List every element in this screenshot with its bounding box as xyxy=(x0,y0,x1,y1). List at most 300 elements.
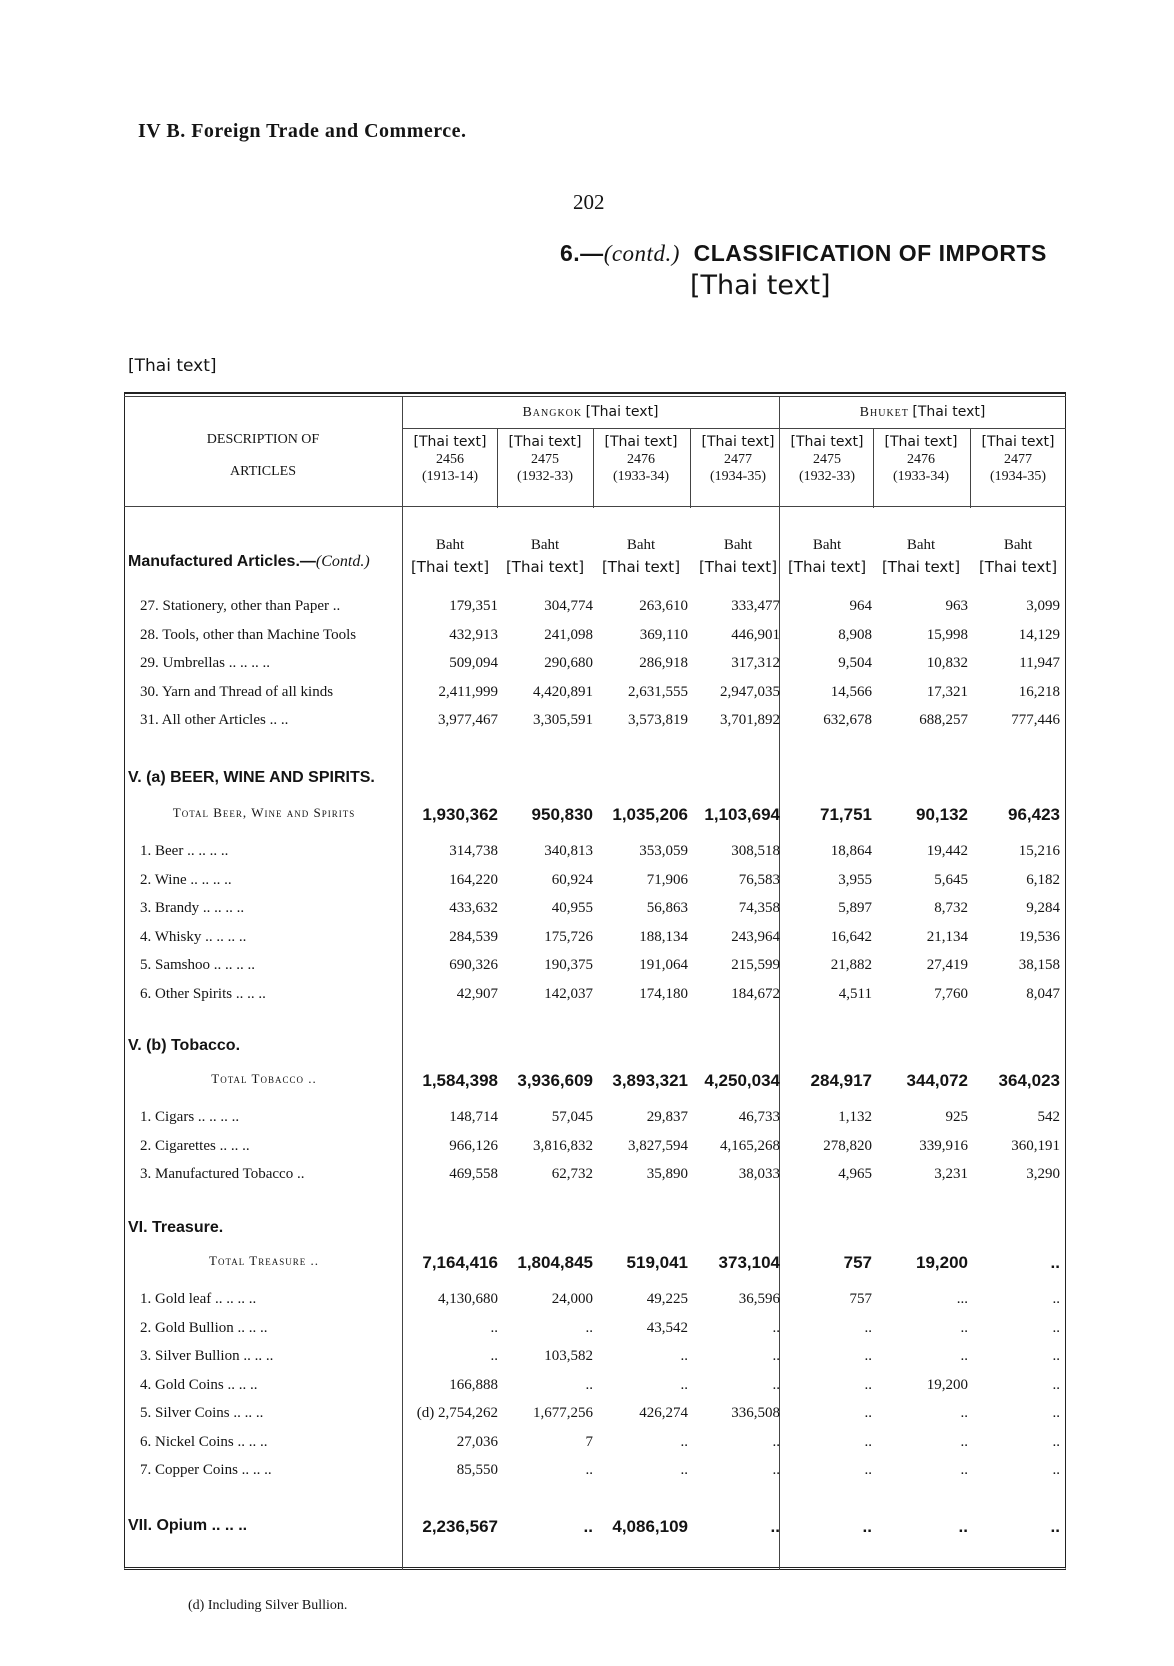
row-label: 5. Samshoo .. .. .. .. xyxy=(140,957,256,973)
year-prefix-thai: [Thai text] xyxy=(413,434,487,450)
cell-value: 243,964 xyxy=(731,928,780,945)
cell-value: 14,129 xyxy=(1018,626,1060,643)
caption-title: CLASSIFICATION OF IMPORTS xyxy=(693,240,1047,266)
row-label: 2. Cigarettes .. .. .. xyxy=(140,1137,250,1154)
manufactured-heading-text: Manufactured Articles.— xyxy=(128,553,316,570)
unit-label xyxy=(692,534,784,578)
cell-value: 184,672 xyxy=(731,985,780,1002)
column-rule xyxy=(593,428,594,508)
cell-value: 19,442 xyxy=(926,843,968,859)
column-header xyxy=(692,434,784,485)
caption-contd: (contd.) xyxy=(603,241,680,266)
cell-value: 4,965 xyxy=(838,1166,872,1182)
cell-value: 74,358 xyxy=(738,900,780,916)
row-label: 1. Beer .. .. .. .. xyxy=(140,843,229,859)
cell-value: 263,610 xyxy=(639,598,688,614)
cell-value: 76,583 xyxy=(738,871,780,888)
cell-value: 24,000 xyxy=(551,1291,593,1307)
table-row xyxy=(128,1405,1064,1429)
cell-value: .. xyxy=(772,1319,780,1336)
cell-value: 777,446 xyxy=(1011,712,1060,728)
table-caption xyxy=(560,240,1047,267)
unit-thai: [Thai text] xyxy=(505,558,585,576)
cell-value: .. xyxy=(1052,1291,1060,1307)
table-row xyxy=(128,900,1064,924)
cell-value: 60,924 xyxy=(551,871,593,888)
cell-value: .. xyxy=(1050,1517,1060,1536)
cell-value: 148,714 xyxy=(449,1109,498,1125)
year-ce: (1933-34) xyxy=(613,469,669,484)
cell-value: 333,477 xyxy=(731,598,780,614)
cell-value: 17,321 xyxy=(926,683,968,700)
cell-value: .. xyxy=(585,1319,593,1336)
cell-value: 7 xyxy=(585,1433,593,1450)
cell-value: 1,103,694 xyxy=(704,805,780,824)
row-label: 1. Cigars .. .. .. .. xyxy=(140,1109,240,1125)
cell-value: .. xyxy=(680,1376,688,1393)
table-row xyxy=(128,1109,1064,1133)
row-label: 2. Wine .. .. .. .. xyxy=(140,871,232,888)
cell-value: 688,257 xyxy=(919,712,968,728)
cell-value: 38,033 xyxy=(738,1166,780,1182)
cell-value: 27,419 xyxy=(926,957,968,973)
table-row xyxy=(128,1377,1064,1401)
cell-value: 373,104 xyxy=(718,1253,780,1272)
cell-value: 336,508 xyxy=(731,1405,780,1421)
total-row xyxy=(128,1071,1064,1095)
cell-value: .. xyxy=(1052,1405,1060,1421)
cell-value: 21,882 xyxy=(830,957,872,973)
cell-value: 3,816,832 xyxy=(533,1137,593,1154)
year-ce: (1932-33) xyxy=(799,469,855,484)
cell-value: 71,751 xyxy=(820,805,872,824)
cell-value: 1,584,398 xyxy=(422,1071,498,1090)
cell-value: 4,130,680 xyxy=(438,1291,498,1307)
unit-label xyxy=(972,534,1064,578)
header-rule-bottom xyxy=(124,506,1066,507)
unit-thai: [Thai text] xyxy=(698,558,778,576)
unit-en: Baht xyxy=(435,537,465,553)
cell-value: 62,732 xyxy=(551,1166,593,1182)
cell-value: 8,908 xyxy=(838,626,872,643)
cell-value: 16,642 xyxy=(830,928,872,945)
column-rule xyxy=(970,428,971,508)
cell-value: 966,126 xyxy=(449,1137,498,1154)
year-ce: (1934-35) xyxy=(990,469,1046,484)
description-header xyxy=(128,424,398,488)
cell-value: 15,216 xyxy=(1018,843,1060,859)
cell-value: 179,351 xyxy=(449,598,498,614)
table-row xyxy=(128,655,1064,679)
row-label: 3. Manufactured Tobacco .. xyxy=(140,1166,305,1182)
cell-value: .. xyxy=(770,1517,780,1536)
year-be: 2456 xyxy=(436,452,464,467)
year-ce: (1913-14) xyxy=(422,469,478,484)
cell-value: .. xyxy=(864,1433,872,1450)
cell-value: 3,936,609 xyxy=(517,1071,593,1090)
year-ce: (1933-34) xyxy=(893,469,949,484)
footnote: (d) Including Silver Bullion. xyxy=(188,1598,348,1613)
cell-value: 433,632 xyxy=(449,900,498,916)
cell-value: 8,047 xyxy=(1026,985,1060,1002)
table-row xyxy=(128,598,1064,622)
cell-value: 339,916 xyxy=(919,1137,968,1154)
year-prefix-thai: [Thai text] xyxy=(981,434,1055,450)
unit-en: Baht xyxy=(1003,537,1033,553)
description-header-line2: ARTICLES xyxy=(229,464,297,479)
cell-value: 190,375 xyxy=(544,957,593,973)
row-label: 30. Yarn and Thread of all kinds xyxy=(140,683,334,700)
tobacco-heading: V. (b) Tobacco. xyxy=(128,1037,241,1054)
cell-value: 519,041 xyxy=(626,1253,688,1272)
table-row xyxy=(128,929,1064,953)
cell-value: .. xyxy=(862,1517,872,1536)
cell-value: 369,110 xyxy=(639,626,688,643)
cell-value: .. xyxy=(772,1433,780,1450)
cell-value: 344,072 xyxy=(906,1071,968,1090)
unit-label xyxy=(499,534,591,578)
cell-value: 14,566 xyxy=(830,683,872,700)
section-heading: IV B. Foreign Trade and Commerce. xyxy=(138,120,467,142)
cell-value: 40,955 xyxy=(551,900,593,916)
cell-value: .. xyxy=(960,1405,968,1421)
total-row xyxy=(128,1253,1064,1277)
year-be: 2476 xyxy=(907,452,935,467)
unit-label xyxy=(595,534,687,578)
manufactured-heading xyxy=(128,553,370,571)
cell-value: 432,913 xyxy=(449,626,498,643)
column-rule xyxy=(690,428,691,508)
cell-value: 1,132 xyxy=(838,1109,872,1125)
cell-value: 3,231 xyxy=(934,1166,968,1182)
cell-value: 7,164,416 xyxy=(422,1253,498,1272)
total-row xyxy=(128,1517,1064,1541)
cell-value: 925 xyxy=(945,1109,968,1125)
cell-value: .. xyxy=(1052,1376,1060,1393)
cell-value: 19,200 xyxy=(916,1253,968,1272)
year-be: 2475 xyxy=(531,452,559,467)
cell-value: 542 xyxy=(1037,1109,1060,1125)
cell-value: 19,200 xyxy=(926,1376,968,1393)
row-label: VII. Opium .. .. .. xyxy=(128,1517,248,1534)
table-row xyxy=(128,957,1064,981)
cell-value: 314,738 xyxy=(449,843,498,859)
cell-value: .. xyxy=(585,1462,593,1478)
cell-value: 304,774 xyxy=(544,598,593,614)
table-row xyxy=(128,1348,1064,1372)
table-row xyxy=(128,684,1064,708)
cell-value: 364,023 xyxy=(998,1071,1060,1090)
year-prefix-thai: [Thai text] xyxy=(884,434,958,450)
cell-value: 757 xyxy=(843,1253,872,1272)
cell-value: 2,411,999 xyxy=(438,683,498,700)
manufactured-contd: (Contd.) xyxy=(315,553,370,570)
year-prefix-thai: [Thai text] xyxy=(508,434,582,450)
cell-value: 290,680 xyxy=(544,655,593,671)
cell-value: 308,518 xyxy=(731,843,780,859)
cell-value: 446,901 xyxy=(731,626,780,643)
column-header xyxy=(875,434,967,485)
table-row xyxy=(128,1138,1064,1162)
column-rule xyxy=(873,428,874,508)
cell-value: .. xyxy=(490,1348,498,1364)
cell-value: 6,182 xyxy=(1026,871,1060,888)
table-row xyxy=(128,627,1064,651)
cell-value: 35,890 xyxy=(646,1166,688,1182)
cell-value: .. xyxy=(585,1376,593,1393)
cell-value: 18,864 xyxy=(830,843,872,859)
table-row xyxy=(128,843,1064,867)
cell-value: (d) 2,754,262 xyxy=(416,1405,498,1421)
cell-value: .. xyxy=(772,1348,780,1364)
cell-value: 4,420,891 xyxy=(533,683,593,700)
cell-value: .. xyxy=(864,1405,872,1421)
cell-value: 29,837 xyxy=(646,1109,688,1125)
region-rule xyxy=(402,428,1066,429)
cell-value: 2,631,555 xyxy=(628,683,688,700)
row-label: Total Beer, Wine and Spirits xyxy=(172,805,356,820)
table-row xyxy=(128,986,1064,1010)
cell-value: 426,274 xyxy=(639,1405,688,1421)
cell-value: .. xyxy=(490,1319,498,1336)
cell-value: 690,326 xyxy=(449,957,498,973)
year-be: 2477 xyxy=(724,452,752,467)
cell-value: .. xyxy=(1052,1433,1060,1450)
cell-value: .. xyxy=(680,1348,688,1364)
cell-value: 3,305,591 xyxy=(533,712,593,728)
column-header xyxy=(595,434,687,485)
row-label: 28. Tools, other than Machine Tools xyxy=(140,626,357,643)
cell-value: 1,804,845 xyxy=(517,1253,593,1272)
cell-value: 42,907 xyxy=(456,985,498,1002)
year-ce: (1932-33) xyxy=(517,469,573,484)
cell-value: .. xyxy=(960,1348,968,1364)
cell-value: 16,218 xyxy=(1018,683,1060,700)
cell-value: 175,726 xyxy=(544,928,593,945)
cell-value: 3,827,594 xyxy=(628,1137,688,1154)
cell-value: 191,064 xyxy=(639,957,688,973)
cell-value: 10,832 xyxy=(926,655,968,671)
cell-value: .. xyxy=(864,1319,872,1336)
cell-value: 4,086,109 xyxy=(612,1517,688,1536)
cell-value: 4,250,034 xyxy=(704,1071,780,1090)
cell-value: 11,947 xyxy=(1019,655,1060,671)
cell-value: 4,165,268 xyxy=(720,1137,780,1154)
cell-value: 164,220 xyxy=(449,871,498,888)
table-row xyxy=(128,1434,1064,1458)
cell-value: 1,677,256 xyxy=(533,1405,593,1421)
cell-value: 188,134 xyxy=(639,928,688,945)
period-thai: [Thai text] xyxy=(128,356,217,376)
cell-value: 3,099 xyxy=(1026,598,1060,614)
cell-value: 963 xyxy=(945,598,968,614)
column-rule xyxy=(497,428,498,508)
year-prefix-thai: [Thai text] xyxy=(790,434,864,450)
year-prefix-thai: [Thai text] xyxy=(604,434,678,450)
total-row xyxy=(128,805,1064,829)
cell-value: .. xyxy=(1052,1462,1060,1478)
cell-value: 5,645 xyxy=(934,871,968,888)
table-row xyxy=(128,1462,1064,1486)
cell-value: 278,820 xyxy=(823,1137,872,1154)
table-row xyxy=(128,1320,1064,1344)
bhuket-header xyxy=(779,404,1066,421)
bhuket-thai: [Thai text] xyxy=(912,404,986,420)
column-header xyxy=(972,434,1064,485)
cell-value: 964 xyxy=(849,598,872,614)
cell-value: 317,312 xyxy=(731,655,780,671)
row-label: 5. Silver Coins .. .. .. xyxy=(140,1405,264,1421)
cell-value: 2,947,035 xyxy=(720,683,780,700)
cell-value: 284,917 xyxy=(810,1071,872,1090)
row-label: Total Tobacco .. xyxy=(211,1071,317,1086)
table-row xyxy=(128,712,1064,736)
cell-value: ... xyxy=(956,1291,968,1307)
cell-value: 5,897 xyxy=(838,900,872,916)
year-be: 2477 xyxy=(1004,452,1032,467)
cell-value: 4,511 xyxy=(838,985,872,1002)
cell-value: .. xyxy=(680,1462,688,1478)
cell-value: .. xyxy=(1050,1253,1060,1272)
unit-thai: [Thai text] xyxy=(410,558,490,576)
unit-en: Baht xyxy=(626,537,656,553)
cell-value: 340,813 xyxy=(544,843,593,859)
unit-label xyxy=(404,534,496,578)
cell-value: 142,037 xyxy=(544,985,593,1002)
caption-prefix: 6.— xyxy=(560,240,604,266)
cell-value: 9,284 xyxy=(1026,900,1060,916)
cell-value: .. xyxy=(960,1433,968,1450)
cell-value: 3,290 xyxy=(1026,1166,1060,1182)
year-ce: (1934-35) xyxy=(710,469,766,484)
cell-value: 3,977,467 xyxy=(438,712,498,728)
bangkok-header xyxy=(402,404,779,421)
unit-thai: [Thai text] xyxy=(601,558,681,576)
cell-value: 360,191 xyxy=(1011,1137,1060,1154)
row-label: 4. Whisky .. .. .. .. xyxy=(140,928,247,945)
unit-en: Baht xyxy=(906,537,936,553)
column-header xyxy=(499,434,591,485)
cell-value: .. xyxy=(772,1376,780,1393)
cell-value: 85,550 xyxy=(456,1462,498,1478)
cell-value: 27,036 xyxy=(456,1433,498,1450)
row-label: 3. Brandy .. .. .. .. xyxy=(140,900,245,916)
cell-value: 15,998 xyxy=(926,626,968,643)
beer-wine-spirits-heading: V. (a) BEER, WINE AND SPIRITS. xyxy=(128,769,375,786)
cell-value: 9,504 xyxy=(838,655,872,671)
row-label: 3. Silver Bullion .. .. .. xyxy=(140,1348,274,1364)
cell-value: 3,573,819 xyxy=(628,712,688,728)
column-header xyxy=(781,434,873,485)
row-label: 6. Other Spirits .. .. .. xyxy=(140,985,266,1002)
unit-label xyxy=(875,534,967,578)
cell-value: 215,599 xyxy=(731,957,780,973)
bangkok-label: Bangkok xyxy=(522,405,583,420)
year-be: 2475 xyxy=(813,452,841,467)
cell-value: 284,539 xyxy=(449,928,498,945)
row-label: 7. Copper Coins .. .. .. xyxy=(140,1462,272,1478)
row-label: 6. Nickel Coins .. .. .. xyxy=(140,1433,268,1450)
cell-value: 71,906 xyxy=(646,871,688,888)
cell-value: .. xyxy=(958,1517,968,1536)
cell-value: 8,732 xyxy=(934,900,968,916)
cell-value: 90,132 xyxy=(916,805,968,824)
cell-value: 1,930,362 xyxy=(422,805,498,824)
cell-value: .. xyxy=(583,1517,593,1536)
treasure-heading: VI. Treasure. xyxy=(128,1219,224,1236)
row-label: 2. Gold Bullion .. .. .. xyxy=(140,1319,268,1336)
table-row xyxy=(128,1291,1064,1315)
cell-value: 353,059 xyxy=(639,843,688,859)
row-label: 1. Gold leaf .. .. .. .. xyxy=(140,1291,257,1307)
row-label: 27. Stationery, other than Paper .. xyxy=(140,598,341,614)
table-row xyxy=(128,872,1064,896)
cell-value: 950,830 xyxy=(531,805,593,824)
cell-value: 1,035,206 xyxy=(612,805,688,824)
cell-value: 56,863 xyxy=(646,900,688,916)
cell-value: 241,098 xyxy=(544,626,593,643)
cell-value: 2,236,567 xyxy=(422,1517,498,1536)
cell-value: 38,158 xyxy=(1018,957,1060,973)
cell-value: .. xyxy=(680,1433,688,1450)
cell-value: 469,558 xyxy=(449,1166,498,1182)
cell-value: .. xyxy=(1052,1348,1060,1364)
unit-label xyxy=(781,534,873,578)
cell-value: 103,582 xyxy=(544,1348,593,1364)
column-header xyxy=(404,434,496,485)
unit-thai: [Thai text] xyxy=(787,558,867,576)
cell-value: 3,893,321 xyxy=(612,1071,688,1090)
cell-value: 21,134 xyxy=(926,928,968,945)
cell-value: 757 xyxy=(849,1291,872,1307)
row-label: 4. Gold Coins .. .. .. xyxy=(140,1376,258,1393)
description-header-line1: DESCRIPTION OF xyxy=(206,432,320,447)
table-caption-thai: [Thai text] xyxy=(690,270,831,301)
unit-en: Baht xyxy=(812,537,842,553)
unit-thai: [Thai text] xyxy=(978,558,1058,576)
cell-value: 46,733 xyxy=(738,1109,780,1125)
cell-value: 57,045 xyxy=(551,1109,593,1125)
cell-value: 174,180 xyxy=(639,985,688,1002)
cell-value: 19,536 xyxy=(1018,928,1060,945)
cell-value: 286,918 xyxy=(639,655,688,671)
row-label: 31. All other Articles .. .. xyxy=(140,712,289,728)
unit-en: Baht xyxy=(530,537,560,553)
cell-value: .. xyxy=(960,1319,968,1336)
cell-value: 36,596 xyxy=(738,1291,780,1307)
unit-thai: [Thai text] xyxy=(881,558,961,576)
bhuket-label: Bhuket xyxy=(859,405,909,420)
row-label: Total Treasure .. xyxy=(209,1253,319,1268)
bangkok-thai: [Thai text] xyxy=(585,404,659,420)
cell-value: 43,542 xyxy=(646,1319,688,1336)
cell-value: 166,888 xyxy=(449,1376,498,1393)
page-number: 202 xyxy=(573,190,605,214)
header-rule-top xyxy=(124,396,1066,397)
row-label: 29. Umbrellas .. .. .. .. xyxy=(140,655,270,671)
year-be: 2476 xyxy=(627,452,655,467)
cell-value: .. xyxy=(1052,1319,1060,1336)
cell-value: 632,678 xyxy=(823,712,872,728)
cell-value: .. xyxy=(960,1462,968,1478)
cell-value: 96,423 xyxy=(1008,805,1060,824)
cell-value: .. xyxy=(772,1462,780,1478)
cell-value: 509,094 xyxy=(449,655,498,671)
year-prefix-thai: [Thai text] xyxy=(701,434,775,450)
table-row xyxy=(128,1166,1064,1190)
cell-value: 3,955 xyxy=(838,871,872,888)
cell-value: 49,225 xyxy=(646,1291,688,1307)
